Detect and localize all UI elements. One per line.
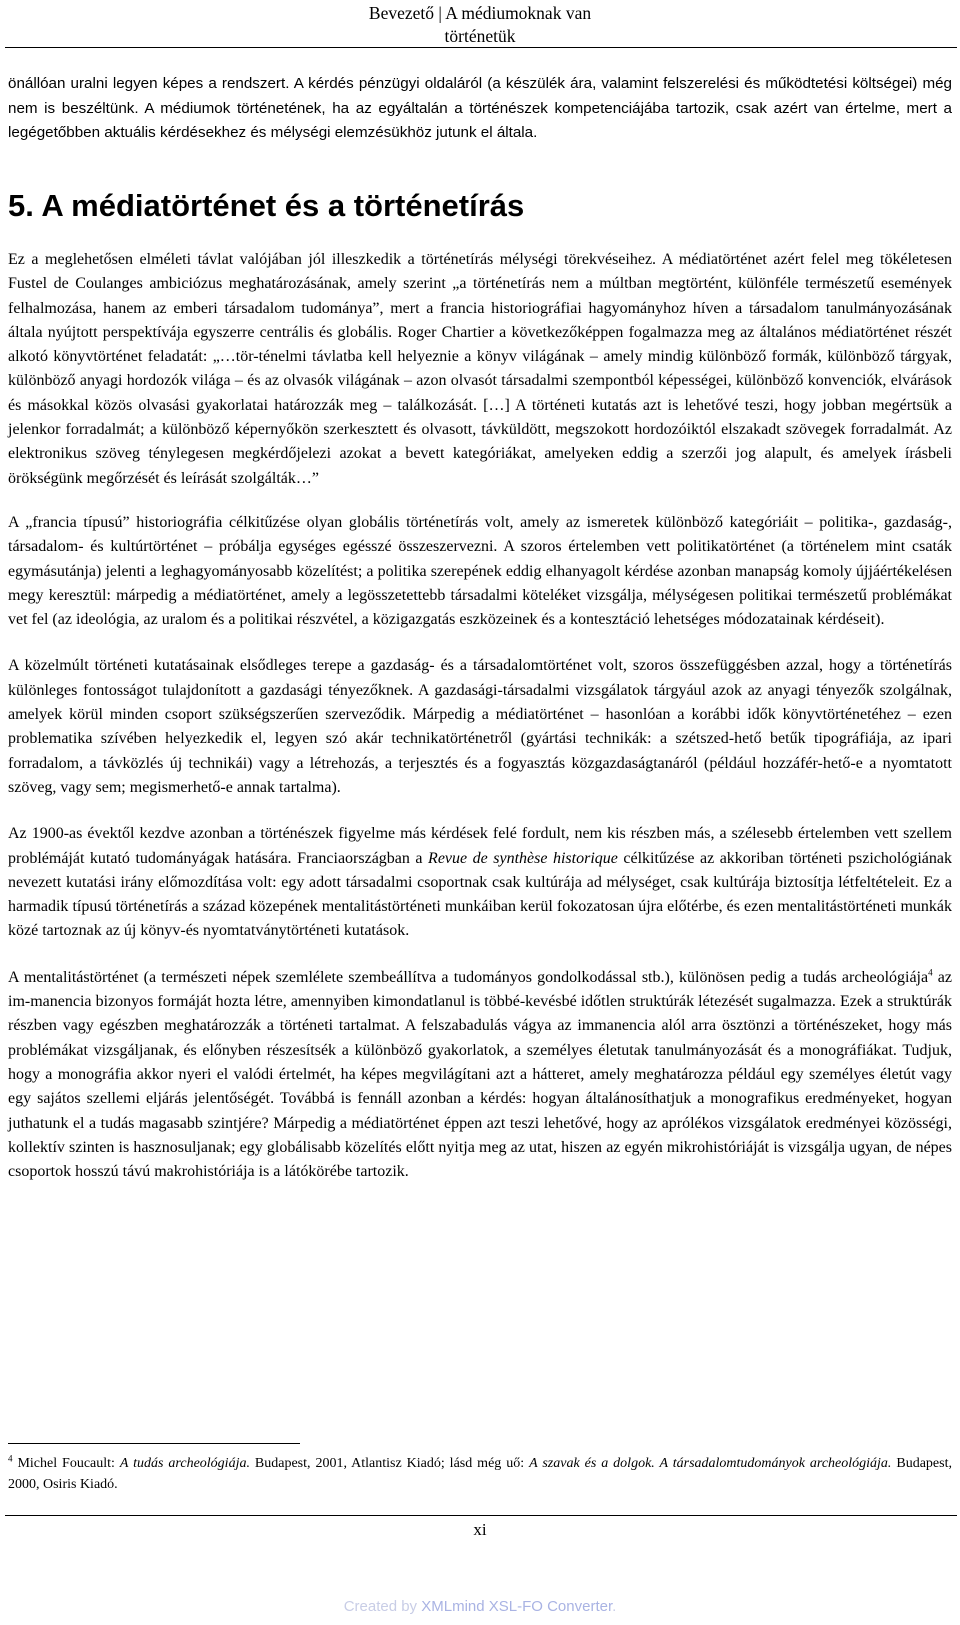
page-number: xi bbox=[473, 1520, 487, 1539]
footnote-title-2: A szavak és a dolgok. A társadalomtudományok archeológiája. bbox=[529, 1456, 892, 1471]
running-header-line-1: Bevezető | A médiumoknak van bbox=[368, 3, 592, 23]
footnote-title-1: A tudás archeológiája. bbox=[119, 1456, 250, 1471]
footnote-text-end: Budapest, 2000, Osiris Kiadó. bbox=[8, 1456, 952, 1492]
journal-title: Revue de synthèse historique bbox=[428, 849, 618, 867]
footnote-reference[interactable]: 4 bbox=[928, 967, 933, 978]
running-header-line-2: történetük bbox=[444, 26, 516, 46]
paragraph-2: A „francia típusú” historiográfia célkitűzése olyan globális történetírás volt, amely az ismeretek különböző kategóriáit – politika-, gazdaság-, társadalom- és kultúrtörténet – próbálja egységes egésszé összeszervezni. A szoros értelemben vett politikatörténet (a történelem mint csaták egymásutánja) jelenti a leghagyományosabb közelítést; a politika szerepének eddig elhanyagolt kérdése azonban manapság komoly újjáértékelésen megy keresztül: márpedig a médiatörténet, amely a legösszetettebb társadalmi köteléket vizsgálja, mélységesen politikai természetű problémákat vet fel (az ideológia, az uralom és a politikai részvétel, a közigazgatás eszközeinek és a kontesztáció lehetséges módozatainak kérdéseit). bbox=[8, 513, 952, 629]
converter-name: XMLmind XSL-FO Converter bbox=[421, 1598, 613, 1615]
footnote-author: Michel Foucault: bbox=[12, 1456, 120, 1471]
converter-credit-prefix: Created by bbox=[343, 1598, 422, 1615]
paragraph-5-text-end: az im-manencia bizonyos formáját hozta létre, amennyiben kimondatlanul is többé-kevésbé időtlen struktúrák létezését sugalmazza. Ezek a struktúrák részben vagy egészben meghatározzák a történeti tartalmat. A felszabadulás vágya az immanencia alól arra ösztönzi a történészeket, hogy más problémákat vizsgáljanak, és előnyben részesítsék a különböző gyakorlatok, a személyes életutak tanulmányozását és a monográfiákat. Tudjuk, hogy a monográfia akkor nyeri el valódi értelmét, ha képes megvilágítani azt a hátteret, amely meghatározza például egy személyes életút vagy egy sajátos szellemi eljárás jelentőségét. Továbbá is fennáll azonban a kérdés: hogyan általánosíthatjuk a monografikus eredményeket, hogyan juthatunk el a tudás magasabb szintjére? Márpedig a médiatörténet éppen azt teszi lehetővé, hogy az aprólékos vizsgálatok eredményei közösségi, kollektív szinten is hasznosuljanak; egy globálisabb közelítés előtt nyitja meg az utat, hiszen az egyén mikrohistóriáját is vizsgálja ugyan, de népes csoportok hosszú távú makrohistóriája is a látókörébe tartozik. bbox=[8, 968, 952, 1181]
body-text bbox=[8, 248, 952, 1206]
running-header bbox=[280, 2, 680, 48]
paragraph-4-text-end: célkitűzése az akkoriban történeti pszichológiának nevezett kutatási irány előmozdítása volt: egy adott társadalmi csoportnak csak kultúrája ad mélységet, csak kultúrája biztosítja létfeltételeit. Ez a harmadik típusú történetírás a század közepének mentalitástörténeti munkáiban kerül fokozatosan újra előtérbe, és ezen mentalitástörténeti munkák közé tartoznak az új könyv-és nyomtatványtörténeti kutatások. bbox=[8, 849, 952, 940]
header-divider bbox=[5, 47, 957, 48]
paragraph-1: Ez a meglehetősen elméleti távlat valójában jól illeszkedik a történetírás mélységi törekvéseihez. A médiatörténet azért felel meg tökéletesen Fustel de Coulanges ambiciózus meghatározásának, amely szerint „a történetírás nem a múltban megtörtént, különféle természetű események felhalmozása, hanem az emberi társadalom tudománya”, mert a francia historiográfiai hagyományhoz híven a társadalom tanulmányozásának általa nyújtott perspektívája egyszerre centrális és globális. Roger Chartier a következőképpen fogalmazza meg az általános médiatörténet részét alkotó könyvtörténet feladatát: „…tör-ténelmi távlatba kell helyeznie a könyv világának – amely mindig különböző formák, különböző tárgyak, különböző anyagi hordozók világa – és az olvasók világának – azon olvasót társadalmi szempontból képességei, különböző konvenciók, elvárások és másokkal közös olvasási gyakorlatai határozzák meg – találkozását. […] A történeti kutatás azt is lehetővé teszi, hogy jobban megértsük a jelenkor forradalmát; a különböző képernyőkön szerkesztett és olvasott, távküldött, megszokott hordozóiktól elszakadt szövegek forradalmát. Az elektronikus szöveg ténylegesen megkérdőjelezi azokat a bevett kategóriákat, amelyeken eddig a szerzői jog alapult, és amelyek írásbeli örökségünk megőrzését és leírását szolgálták…” bbox=[8, 251, 952, 487]
paragraph-4 bbox=[8, 822, 952, 943]
converter-credit-period: . bbox=[612, 1598, 617, 1615]
lead-paragraph: önállóan uralni legyen képes a rendszert. A kérdés pénzügyi oldaláról (a készülék ára, valamint felszerelési és működtetési költségei) még nem is beszéltünk. A médiumok történetének, ha az egyáltalán a történészek kompetenciájába tartozik, csak azért van értelme, mert a legégetőbben aktuális kérdésekhez és mélységi elemzésükhöz jutunk el általa. bbox=[8, 75, 952, 141]
footnote-number: 4 bbox=[8, 1453, 13, 1464]
footnote bbox=[8, 1453, 952, 1495]
section-heading: 5. A médiatörténet és a történetírás bbox=[8, 188, 525, 223]
converter-credit bbox=[0, 1597, 960, 1617]
footer-divider bbox=[5, 1515, 957, 1516]
paragraph-3: A közelmúlt történeti kutatásainak elsődleges terepe a gazdaság- és a társadalomtörténet volt, szoros összefüggésben azzal, hogy a történetírás különleges fontosságot tulajdonított a gazdasági tényezőknek. A gazdasági-társadalmi vizsgálatok tárgyául azok az anyagi tényezők szolgálnak, amelyek körül minden csoport szükségszerűen szerveződik. Márpedig a médiatörténet – hasonlóan a korábbi idők könyvtörténetéhez – ezen problematika szívében helyezkedik el, legyen szó akár technikatörténetről (gyártási technikák: a szétszed-hető betűk tipográfiája, az ipari forradalom, a távközlés új technikái) vagy a létrehozás, a terjesztés és a fogyasztás közgazdaságtanáról (például hozzáfér-hető-e a nyomtatott szöveg, vagy sem; megismerhető-e annak tartalma). bbox=[8, 657, 952, 796]
footnote-text-middle: Budapest, 2001, Atlantisz Kiadó; lásd még uő: bbox=[249, 1456, 530, 1471]
paragraph-5-text-start: A mentalitástörténet (a természeti népek szemlélete szembeállítva a tudományos gondolkodással stb.), különösen pedig a tudás archeológiája bbox=[8, 968, 929, 986]
footnote-divider bbox=[8, 1443, 300, 1444]
paragraph-5 bbox=[8, 966, 952, 1185]
paragraph-4-text-start: Az 1900-as évektől kezdve azonban a történészek figyelme más kérdések felé fordult, nem kis részben más, a szélesebb értelemben vett szellem problémáját kutató tudományágak hatására. Franciaországban a bbox=[8, 825, 952, 867]
